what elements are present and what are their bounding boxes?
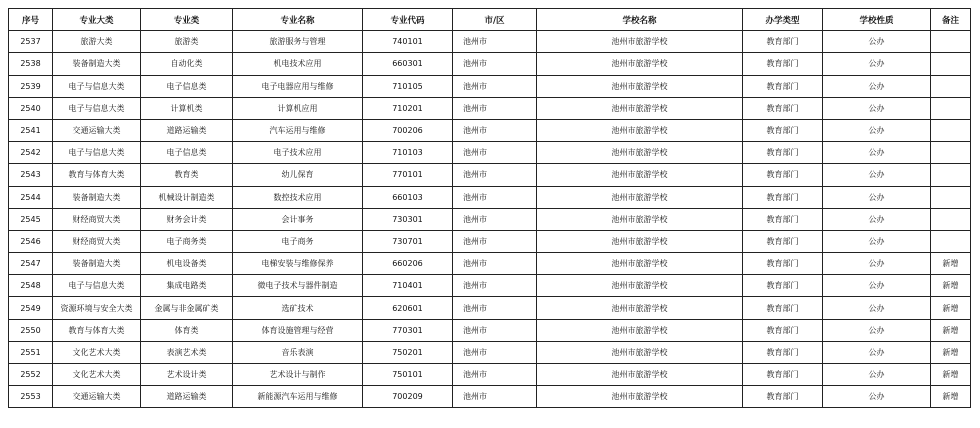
seq-cell: 2544 <box>9 186 53 208</box>
major-category-cell: 文化艺术大类 <box>53 341 141 363</box>
major-class-cell: 教育类 <box>141 164 233 186</box>
city-cell: 池州市 <box>453 341 537 363</box>
major-name-cell: 电子电器应用与维修 <box>233 75 363 97</box>
major-name-cell: 电子商务 <box>233 230 363 252</box>
city-cell: 池州市 <box>453 364 537 386</box>
major-category-cell: 交通运输大类 <box>53 119 141 141</box>
school-type-cell: 教育部门 <box>743 186 823 208</box>
school-name-cell: 池州市旅游学校 <box>537 142 743 164</box>
table-row <box>9 75 971 97</box>
school-type-cell: 教育部门 <box>743 230 823 252</box>
major-name-cell: 电梯安装与维修保养 <box>233 253 363 275</box>
seq-cell: 2547 <box>9 253 53 275</box>
school-name-cell: 池州市旅游学校 <box>537 164 743 186</box>
remark-cell: 新增 <box>931 297 971 319</box>
school-type-cell: 教育部门 <box>743 75 823 97</box>
school-nature-cell: 公办 <box>823 319 931 341</box>
major-code-cell: 730301 <box>363 208 453 230</box>
major-name-header: 专业名称 <box>233 9 363 31</box>
remark-cell: 新增 <box>931 364 971 386</box>
major-category-cell: 装备制造大类 <box>53 186 141 208</box>
school-name-cell: 池州市旅游学校 <box>537 230 743 252</box>
city-cell: 池州市 <box>453 275 537 297</box>
major-name-cell: 新能源汽车运用与维修 <box>233 386 363 408</box>
major-code-cell: 700209 <box>363 386 453 408</box>
major-class-cell: 表演艺术类 <box>141 341 233 363</box>
school-name-header: 学校名称 <box>537 9 743 31</box>
city-cell: 池州市 <box>453 186 537 208</box>
city-cell: 池州市 <box>453 53 537 75</box>
major-code-cell: 740101 <box>363 31 453 53</box>
table-row <box>9 186 971 208</box>
table-row <box>9 364 971 386</box>
school-nature-cell: 公办 <box>823 253 931 275</box>
table-row <box>9 208 971 230</box>
major-category-cell: 电子与信息大类 <box>53 75 141 97</box>
school-type-cell: 教育部门 <box>743 119 823 141</box>
remark-cell <box>931 186 971 208</box>
city-cell: 池州市 <box>453 230 537 252</box>
remark-cell: 新增 <box>931 275 971 297</box>
major-code-cell: 700206 <box>363 119 453 141</box>
school-name-cell: 池州市旅游学校 <box>537 53 743 75</box>
seq-cell: 2548 <box>9 275 53 297</box>
table-row <box>9 142 971 164</box>
school-type-cell: 教育部门 <box>743 208 823 230</box>
major-category-cell: 装备制造大类 <box>53 253 141 275</box>
major-name-cell: 音乐表演 <box>233 341 363 363</box>
seq-cell: 2552 <box>9 364 53 386</box>
school-nature-cell: 公办 <box>823 142 931 164</box>
school-nature-cell: 公办 <box>823 297 931 319</box>
remark-cell <box>931 75 971 97</box>
remark-cell <box>931 97 971 119</box>
school-nature-cell: 公办 <box>823 230 931 252</box>
major-category-cell: 旅游大类 <box>53 31 141 53</box>
major-class-cell: 艺术设计类 <box>141 364 233 386</box>
school-nature-header: 学校性质 <box>823 9 931 31</box>
table-container <box>8 8 971 408</box>
seq-cell: 2551 <box>9 341 53 363</box>
table-row <box>9 275 971 297</box>
school-nature-cell: 公办 <box>823 186 931 208</box>
table-row <box>9 341 971 363</box>
major-category-cell: 电子与信息大类 <box>53 97 141 119</box>
city-cell: 池州市 <box>453 97 537 119</box>
remark-cell: 新增 <box>931 319 971 341</box>
major-name-cell: 选矿技术 <box>233 297 363 319</box>
major-name-cell: 艺术设计与制作 <box>233 364 363 386</box>
school-type-cell: 教育部门 <box>743 364 823 386</box>
seq-cell: 2542 <box>9 142 53 164</box>
major-class-cell: 集成电路类 <box>141 275 233 297</box>
remark-cell: 新增 <box>931 253 971 275</box>
school-nature-cell: 公办 <box>823 97 931 119</box>
remark-cell <box>931 164 971 186</box>
major-class-cell: 电子商务类 <box>141 230 233 252</box>
major-code-cell: 710201 <box>363 97 453 119</box>
table-row <box>9 164 971 186</box>
major-category-cell: 装备制造大类 <box>53 53 141 75</box>
seq-cell: 2540 <box>9 97 53 119</box>
major-category-cell: 电子与信息大类 <box>53 142 141 164</box>
school-type-cell: 教育部门 <box>743 341 823 363</box>
major-class-cell: 机电设备类 <box>141 253 233 275</box>
city-cell: 池州市 <box>453 164 537 186</box>
major-category-cell: 交通运输大类 <box>53 386 141 408</box>
school-name-cell: 池州市旅游学校 <box>537 319 743 341</box>
school-name-cell: 池州市旅游学校 <box>537 275 743 297</box>
table-row <box>9 31 971 53</box>
major-class-cell: 财务会计类 <box>141 208 233 230</box>
major-name-cell: 电子技术应用 <box>233 142 363 164</box>
city-cell: 池州市 <box>453 142 537 164</box>
major-name-cell: 数控技术应用 <box>233 186 363 208</box>
school-nature-cell: 公办 <box>823 341 931 363</box>
remark-cell: 新增 <box>931 386 971 408</box>
school-nature-cell: 公办 <box>823 386 931 408</box>
seq-cell: 2545 <box>9 208 53 230</box>
major-category-header: 专业大类 <box>53 9 141 31</box>
city-cell: 池州市 <box>453 297 537 319</box>
major-category-cell: 财经商贸大类 <box>53 208 141 230</box>
school-nature-cell: 公办 <box>823 31 931 53</box>
school-nature-cell: 公办 <box>823 53 931 75</box>
city-cell: 池州市 <box>453 119 537 141</box>
major-class-cell: 道路运输类 <box>141 119 233 141</box>
table-row <box>9 230 971 252</box>
header-row <box>9 9 971 31</box>
school-name-cell: 池州市旅游学校 <box>537 253 743 275</box>
table-row <box>9 297 971 319</box>
major-code-cell: 750201 <box>363 341 453 363</box>
major-code-cell: 660206 <box>363 253 453 275</box>
major-category-cell: 财经商贸大类 <box>53 230 141 252</box>
school-type-cell: 教育部门 <box>743 386 823 408</box>
major-code-cell: 660103 <box>363 186 453 208</box>
remark-cell <box>931 31 971 53</box>
city-cell: 池州市 <box>453 253 537 275</box>
school-nature-cell: 公办 <box>823 75 931 97</box>
major-name-cell: 体育设施管理与经营 <box>233 319 363 341</box>
table-row <box>9 386 971 408</box>
school-nature-cell: 公办 <box>823 208 931 230</box>
school-type-cell: 教育部门 <box>743 97 823 119</box>
table-row <box>9 253 971 275</box>
school-name-cell: 池州市旅游学校 <box>537 297 743 319</box>
seq-cell: 2538 <box>9 53 53 75</box>
major-category-cell: 文化艺术大类 <box>53 364 141 386</box>
remark-cell <box>931 208 971 230</box>
school-name-cell: 池州市旅游学校 <box>537 386 743 408</box>
school-type-cell: 教育部门 <box>743 253 823 275</box>
major-code-cell: 770301 <box>363 319 453 341</box>
major-class-cell: 机械设计制造类 <box>141 186 233 208</box>
school-type-cell: 教育部门 <box>743 275 823 297</box>
major-category-cell: 资源环境与安全大类 <box>53 297 141 319</box>
seq-cell: 2537 <box>9 31 53 53</box>
major-category-cell: 教育与体育大类 <box>53 319 141 341</box>
major-name-cell: 旅游服务与管理 <box>233 31 363 53</box>
seq-cell: 2553 <box>9 386 53 408</box>
city-header: 市/区 <box>453 9 537 31</box>
school-name-cell: 池州市旅游学校 <box>537 31 743 53</box>
seq-cell: 2550 <box>9 319 53 341</box>
school-type-cell: 教育部门 <box>743 164 823 186</box>
school-type-cell: 教育部门 <box>743 142 823 164</box>
major-class-cell: 旅游类 <box>141 31 233 53</box>
school-name-cell: 池州市旅游学校 <box>537 341 743 363</box>
school-name-cell: 池州市旅游学校 <box>537 208 743 230</box>
major-class-cell: 电子信息类 <box>141 142 233 164</box>
table-row <box>9 53 971 75</box>
major-code-cell: 730701 <box>363 230 453 252</box>
remark-cell: 新增 <box>931 341 971 363</box>
major-code-cell: 660301 <box>363 53 453 75</box>
city-cell: 池州市 <box>453 208 537 230</box>
table-row <box>9 319 971 341</box>
school-name-cell: 池州市旅游学校 <box>537 186 743 208</box>
school-nature-cell: 公办 <box>823 164 931 186</box>
seq-cell: 2539 <box>9 75 53 97</box>
seq-cell: 2546 <box>9 230 53 252</box>
major-name-cell: 幼儿保育 <box>233 164 363 186</box>
city-cell: 池州市 <box>453 75 537 97</box>
remark-cell <box>931 119 971 141</box>
major-code-cell: 710103 <box>363 142 453 164</box>
school-type-cell: 教育部门 <box>743 319 823 341</box>
school-name-cell: 池州市旅游学校 <box>537 364 743 386</box>
school-type-cell: 教育部门 <box>743 31 823 53</box>
table-row <box>9 119 971 141</box>
seq-cell: 2549 <box>9 297 53 319</box>
remark-cell <box>931 142 971 164</box>
major-code-cell: 750101 <box>363 364 453 386</box>
remark-cell <box>931 53 971 75</box>
table-row <box>9 97 971 119</box>
major-code-cell: 770101 <box>363 164 453 186</box>
major-code-cell: 710105 <box>363 75 453 97</box>
school-nature-cell: 公办 <box>823 119 931 141</box>
remark-header: 备注 <box>931 9 971 31</box>
major-name-cell: 会计事务 <box>233 208 363 230</box>
major-name-cell: 机电技术应用 <box>233 53 363 75</box>
seq-header: 序号 <box>9 9 53 31</box>
school-name-cell: 池州市旅游学校 <box>537 75 743 97</box>
remark-cell <box>931 230 971 252</box>
major-category-cell: 教育与体育大类 <box>53 164 141 186</box>
major-code-header: 专业代码 <box>363 9 453 31</box>
seq-cell: 2543 <box>9 164 53 186</box>
school-type-cell: 教育部门 <box>743 297 823 319</box>
city-cell: 池州市 <box>453 31 537 53</box>
major-class-cell: 计算机类 <box>141 97 233 119</box>
major-name-cell: 微电子技术与器件制造 <box>233 275 363 297</box>
school-name-cell: 池州市旅游学校 <box>537 97 743 119</box>
major-class-cell: 金属与非金属矿类 <box>141 297 233 319</box>
major-class-cell: 电子信息类 <box>141 75 233 97</box>
major-class-header: 专业类 <box>141 9 233 31</box>
school-type-header: 办学类型 <box>743 9 823 31</box>
school-type-cell: 教育部门 <box>743 53 823 75</box>
major-name-cell: 计算机应用 <box>233 97 363 119</box>
table-body <box>9 31 971 408</box>
major-category-cell: 电子与信息大类 <box>53 275 141 297</box>
school-nature-cell: 公办 <box>823 275 931 297</box>
major-code-cell: 620601 <box>363 297 453 319</box>
city-cell: 池州市 <box>453 319 537 341</box>
major-class-cell: 自动化类 <box>141 53 233 75</box>
school-majors-table <box>8 8 971 408</box>
major-class-cell: 体育类 <box>141 319 233 341</box>
seq-cell: 2541 <box>9 119 53 141</box>
major-code-cell: 710401 <box>363 275 453 297</box>
school-nature-cell: 公办 <box>823 364 931 386</box>
city-cell: 池州市 <box>453 386 537 408</box>
major-class-cell: 道路运输类 <box>141 386 233 408</box>
school-name-cell: 池州市旅游学校 <box>537 119 743 141</box>
major-name-cell: 汽车运用与维修 <box>233 119 363 141</box>
